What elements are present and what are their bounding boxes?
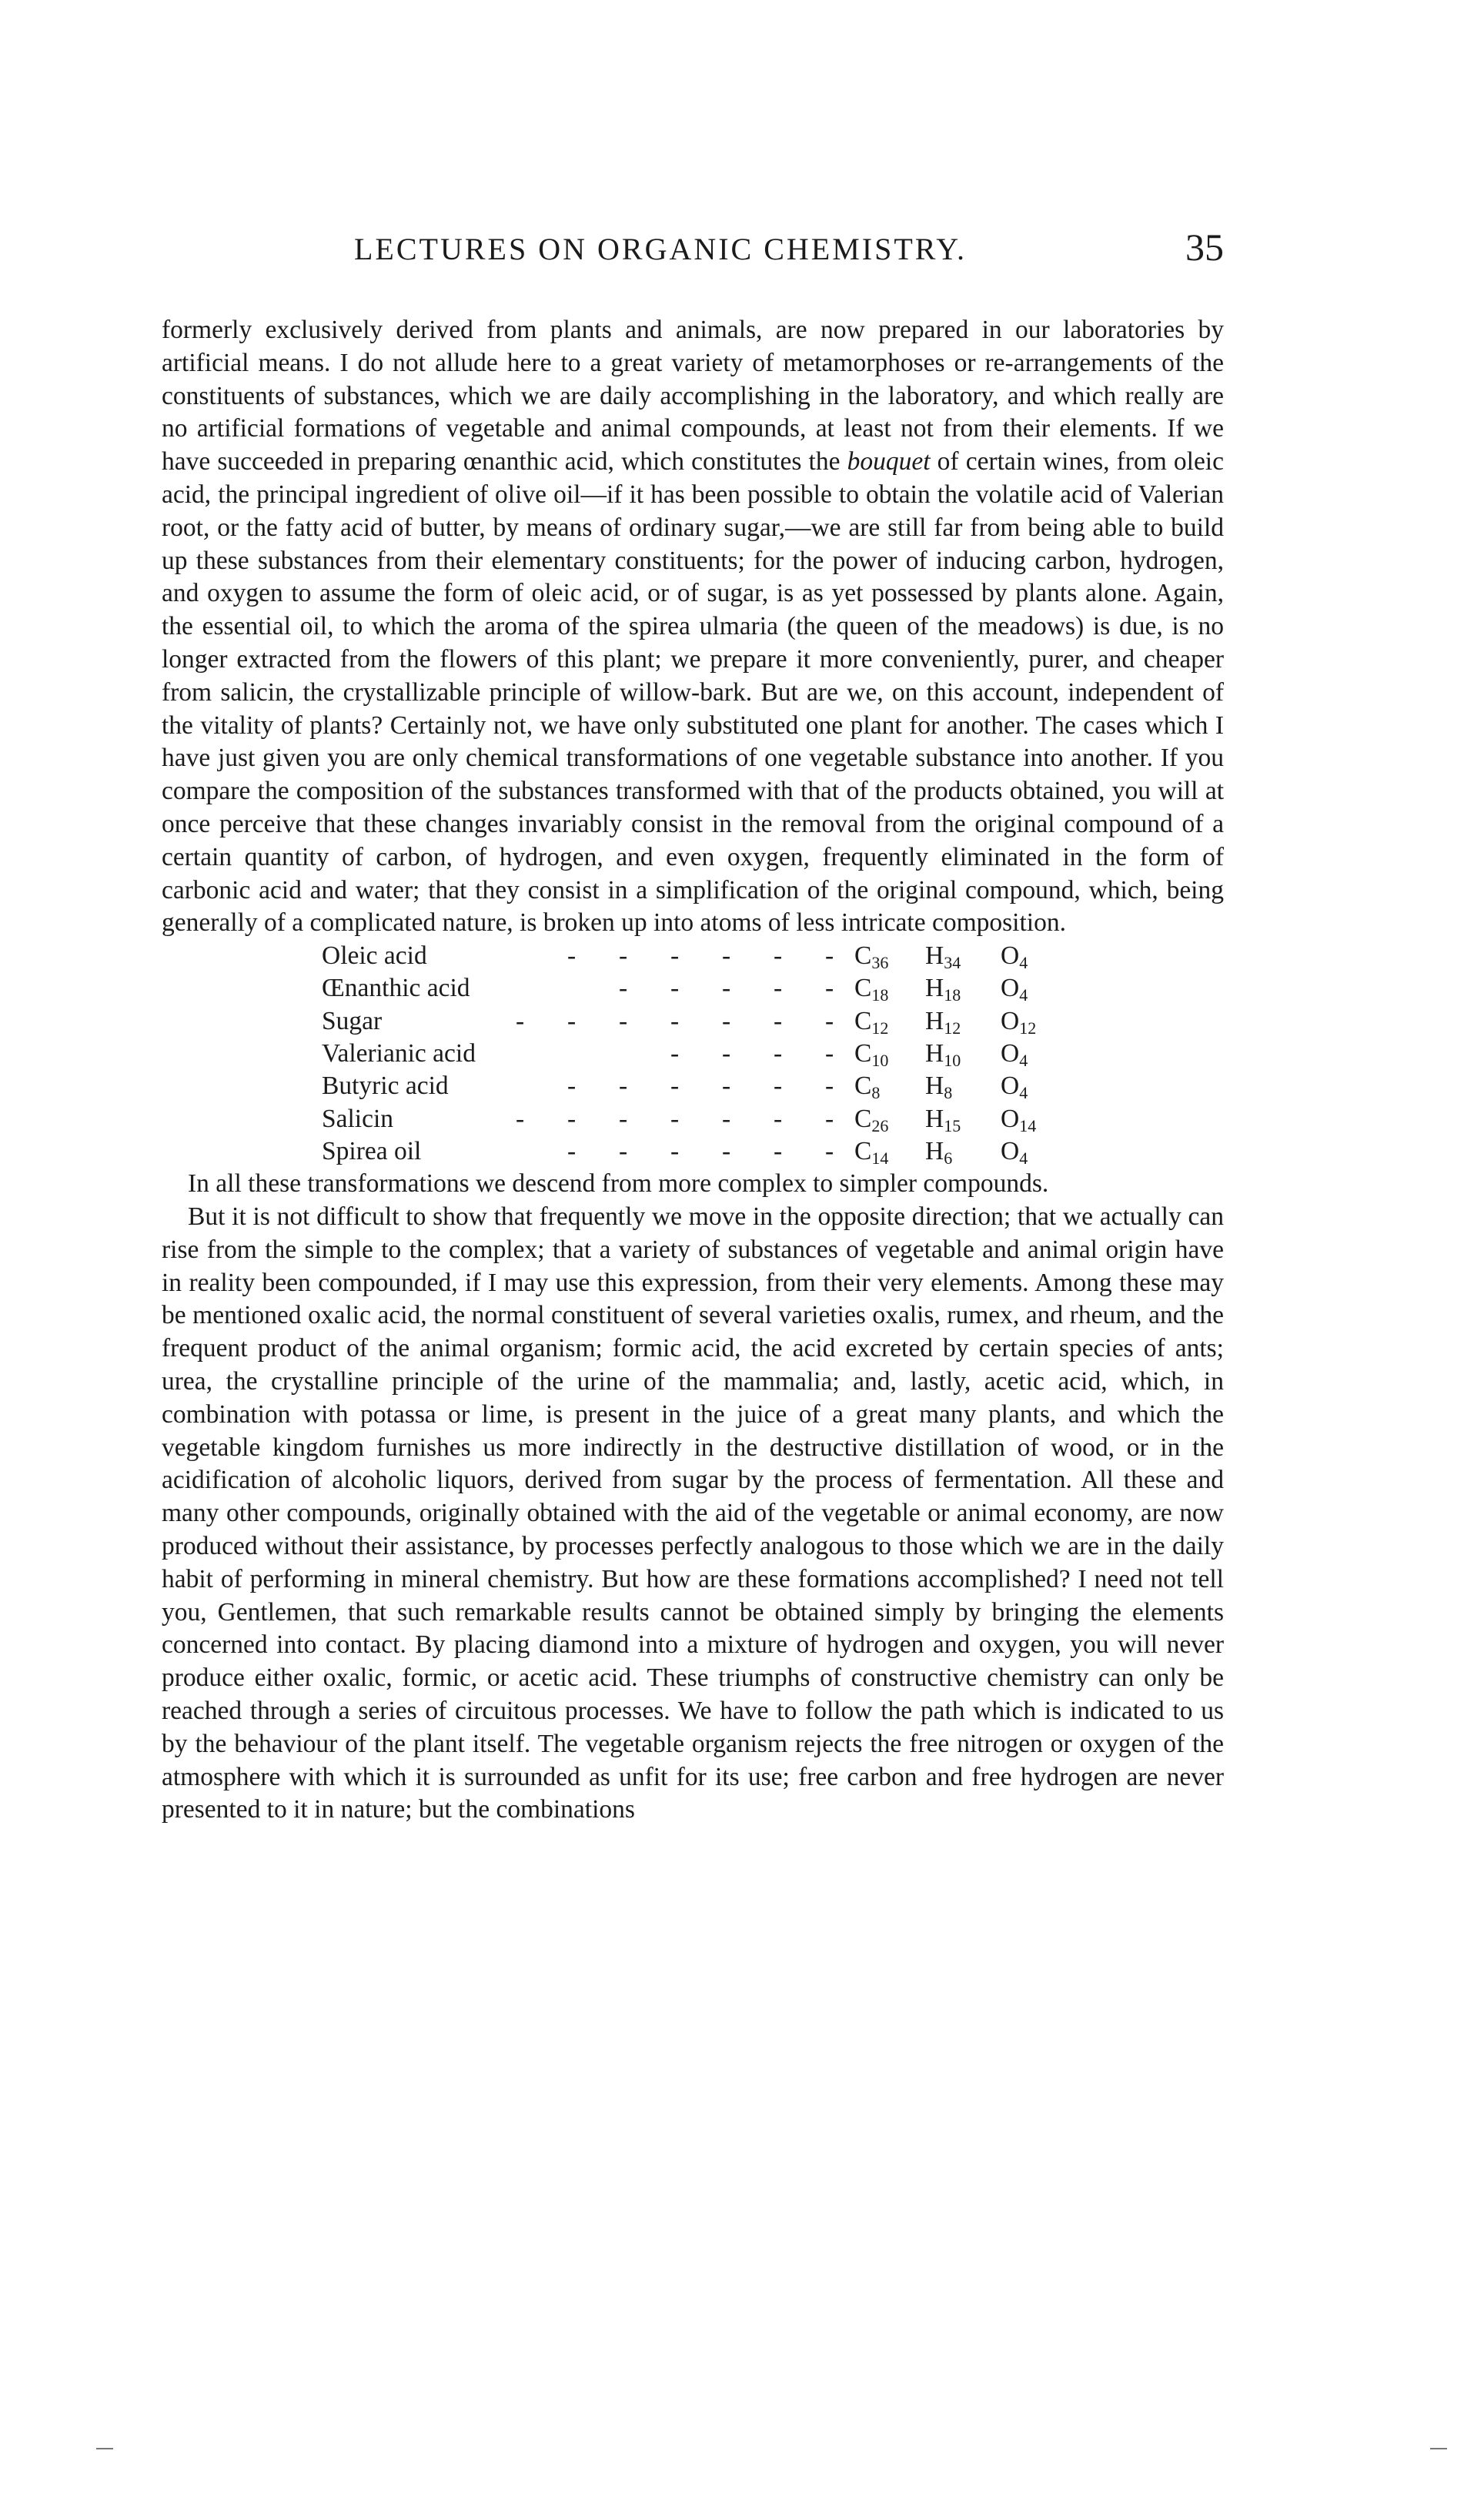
leader-dash: -	[825, 974, 834, 1003]
formula-row	[162, 1070, 1224, 1102]
leader-dash: -	[619, 1136, 628, 1165]
running-header	[162, 226, 1224, 277]
leader-dash: -	[567, 941, 577, 971]
formula-row	[162, 1038, 1224, 1070]
compound-name: Valerianic acid	[322, 1039, 476, 1068]
compound-name: Butyric acid	[322, 1072, 449, 1101]
body-text	[162, 314, 1224, 1827]
hydrogen-symbol: H	[925, 1039, 944, 1068]
italic-term: bouquet	[847, 447, 931, 476]
leader-dash: -	[825, 941, 834, 971]
carbon-count: 18	[871, 985, 889, 1005]
leader-dash: -	[619, 1072, 628, 1101]
leader-dash: -	[774, 1039, 783, 1068]
compound-name: Sugar	[322, 1006, 383, 1035]
leader-dash: -	[774, 974, 783, 1003]
page-number: 35	[1185, 226, 1224, 269]
oxygen-count: 12	[1019, 1018, 1037, 1038]
carbon-symbol: C	[854, 1039, 872, 1068]
oxygen-symbol: O	[1001, 1104, 1020, 1133]
carbon-count: 14	[871, 1148, 889, 1168]
carbon-count: 10	[871, 1051, 889, 1071]
leader-dash: -	[722, 1006, 731, 1035]
oxygen-symbol: O	[1001, 1072, 1020, 1101]
leader-dash: -	[670, 1072, 680, 1101]
leader-dash: -	[670, 1006, 680, 1035]
leader-dash: -	[516, 1006, 525, 1035]
oxygen-symbol: O	[1001, 974, 1020, 1003]
oxygen-count: 4	[1019, 1148, 1028, 1168]
leader-dash: -	[774, 1136, 783, 1165]
leader-dash: -	[619, 974, 628, 1003]
leader-dash: -	[670, 941, 680, 971]
formula-row	[162, 1103, 1224, 1135]
compound-name: Spirea oil	[322, 1136, 422, 1165]
leader-dash: -	[774, 1072, 783, 1101]
hydrogen-count: 18	[944, 985, 961, 1005]
oxygen-symbol: O	[1001, 1006, 1020, 1035]
compound-name: Salicin	[322, 1104, 394, 1133]
hydrogen-symbol: H	[925, 1136, 944, 1165]
leader-dash: -	[619, 1104, 628, 1133]
leader-dash: -	[825, 1072, 834, 1101]
leader-dash: -	[516, 1104, 525, 1133]
leader-dash: -	[567, 1072, 577, 1101]
leader-dash: -	[567, 1136, 577, 1165]
paragraph-1-part-c: of certain wines, from oleic acid, the principal ingredient of olive oil—if it has been possible to obtain the volatile acid of Valerian root, or the fatty acid of butter, by means of ordinary sugar,—we are still far from being able to build up these substances from their elementary constituents; for the power of inducing carbon, hydrogen, and oxygen to assume the form of oleic acid, or of sugar, is as yet possessed by plants alone. Again, the essential oil, to which the aroma of the spirea ulmaria (the queen of the meadows) is due, is no longer extracted from the flowers of this plant; we prepare it more conveniently, purer, and cheaper from salicin, the crystallizable principle of willow-bark. But are we, on this account, independent of the vitality of plants? Certainly not, we have only substituted one plant for another. The cases which I have just given you are only chemical transformations of one vegetable substance into another. If you compare the composition of the substances transformed with that of the products obtained, you will at once perceive that these changes invariably consist in the removal from the original compound of a certain quantity of carbon, of hydrogen, and even oxygen, frequently eliminated in the form of carbonic acid and water; that they consist in a simplification of the original compound, which, being generally of a complicated nature, is broken up into atoms of less intricate composition.	[162, 447, 1224, 938]
leader-dash: -	[567, 1104, 577, 1133]
carbon-symbol: C	[854, 1006, 872, 1035]
carbon-symbol: C	[854, 974, 872, 1003]
leader-dash: -	[670, 1104, 680, 1133]
margin-mark-right	[1430, 2448, 1447, 2449]
carbon-count: 12	[871, 1018, 889, 1038]
oxygen-count: 4	[1019, 953, 1028, 973]
leader-dash: -	[722, 1136, 731, 1165]
leader-dash: -	[722, 941, 731, 971]
paragraph-1-part-a: formerly exclusively derived from plants and animals, are now prepared in our laboratories by artificial means. I do not allude here to a great variety of metamorphoses or re-arrangements of the constituents of substances, which we are daily accomplishing in the laboratory, and which really are no artificial formations of vegetable and animal compounds, at least not from their elements. If we have succeeded in preparing œnanthic acid, which constitutes the	[162, 316, 1224, 476]
oxygen-count: 4	[1019, 1083, 1028, 1103]
formula-table	[162, 940, 1224, 1168]
compound-name: Oleic acid	[322, 941, 427, 971]
leader-dash: -	[619, 1006, 628, 1035]
oxygen-count: 4	[1019, 1051, 1028, 1071]
hydrogen-symbol: H	[925, 1104, 944, 1133]
formula-row	[162, 940, 1224, 972]
hydrogen-count: 6	[944, 1148, 953, 1168]
oxygen-symbol: O	[1001, 1136, 1020, 1165]
formula-row	[162, 1135, 1224, 1168]
leader-dash: -	[774, 941, 783, 971]
compound-name: Œnanthic acid	[322, 974, 470, 1003]
leader-dash: -	[722, 1039, 731, 1068]
leader-dash: -	[722, 974, 731, 1003]
oxygen-symbol: O	[1001, 941, 1020, 971]
carbon-symbol: C	[854, 1104, 872, 1133]
oxygen-count: 14	[1019, 1115, 1037, 1135]
hydrogen-symbol: H	[925, 941, 944, 971]
carbon-count: 36	[871, 953, 889, 973]
carbon-count: 8	[871, 1083, 881, 1103]
leader-dash: -	[567, 1006, 577, 1035]
leader-dash: -	[825, 1136, 834, 1165]
leader-dash: -	[774, 1006, 783, 1035]
paragraph-2: In all these transformations we descend from more complex to simpler compounds.	[188, 1169, 1049, 1199]
leader-dash: -	[670, 1039, 680, 1068]
leader-dash: -	[722, 1104, 731, 1133]
hydrogen-count: 34	[944, 953, 961, 973]
hydrogen-count: 10	[944, 1051, 961, 1071]
leader-dashes	[162, 1070, 1008, 1102]
paragraph-1	[162, 314, 1224, 940]
hydrogen-term	[925, 1135, 952, 1175]
carbon-symbol: C	[854, 1136, 872, 1165]
running-title: LECTURES ON ORGANIC CHEMISTRY.	[354, 232, 967, 266]
leader-dash: -	[670, 1136, 680, 1165]
leader-dash: -	[774, 1104, 783, 1133]
carbon-symbol: C	[854, 1072, 872, 1101]
hydrogen-symbol: H	[925, 1006, 944, 1035]
margin-mark-left	[96, 2448, 113, 2449]
hydrogen-count: 12	[944, 1018, 961, 1038]
hydrogen-count: 15	[944, 1115, 961, 1135]
oxygen-symbol: O	[1001, 1039, 1020, 1068]
carbon-term	[854, 1135, 888, 1175]
leader-dash: -	[825, 1104, 834, 1133]
leader-dash: -	[825, 1006, 834, 1035]
hydrogen-symbol: H	[925, 1072, 944, 1101]
hydrogen-symbol: H	[925, 974, 944, 1003]
oxygen-term	[1001, 1135, 1028, 1175]
leader-dash: -	[825, 1039, 834, 1068]
oxygen-count: 4	[1019, 985, 1028, 1005]
leader-dash: -	[722, 1072, 731, 1101]
carbon-count: 26	[871, 1115, 889, 1135]
formula-row	[162, 1005, 1224, 1038]
hydrogen-count: 8	[944, 1083, 953, 1103]
paragraph-3: But it is not difficult to show that frequently we move in the opposite direction; that we actually can rise from the simple to the complex; that a variety of substances of vegetable and animal origin have in reality been compounded, if I may use this expression, from their very elements. Among these may be mentioned oxalic acid, the normal constituent of several varieties oxalis, rumex, and rheum, and the frequent product of the animal organism; formic acid, the acid excreted by certain species of ants; urea, the crystalline principle of the urine of the mammalia; and, lastly, acetic acid, which, in combination with potassa or lime, is present in the juice of a great many plants, and which the vegetable kingdom furnishes us more indirectly in the destructive distillation of wood, or in the acidification of alcoholic liquors, derived from sugar by the process of fermentation. All these and many other compounds, originally obtained with the aid of the vegetable or animal economy, are now produced without their assistance, by processes perfectly analogous to those which we are in the daily habit of performing in mineral chemistry. But how are these formations accomplished? I need not tell you, Gentlemen, that such remarkable results cannot be obtained simply by bringing the elements concerned into contact. By placing diamond into a mixture of hydrogen and oxygen, you will never produce either oxalic, formic, or acetic acid. These triumphs of constructive chemistry can only be reached through a series of circuitous processes. We have to follow the path which is indicated to us by the behaviour of the plant itself. The vegetable organism rejects the free nitrogen or oxygen of the atmosphere with which it is surrounded as unfit for its use; free carbon and free hydrogen are never presented to it in nature; but the combinations	[162, 1202, 1224, 1824]
leader-dash: -	[619, 941, 628, 971]
formula-row	[162, 972, 1224, 1005]
carbon-symbol: C	[854, 941, 872, 971]
leader-dash: -	[670, 974, 680, 1003]
